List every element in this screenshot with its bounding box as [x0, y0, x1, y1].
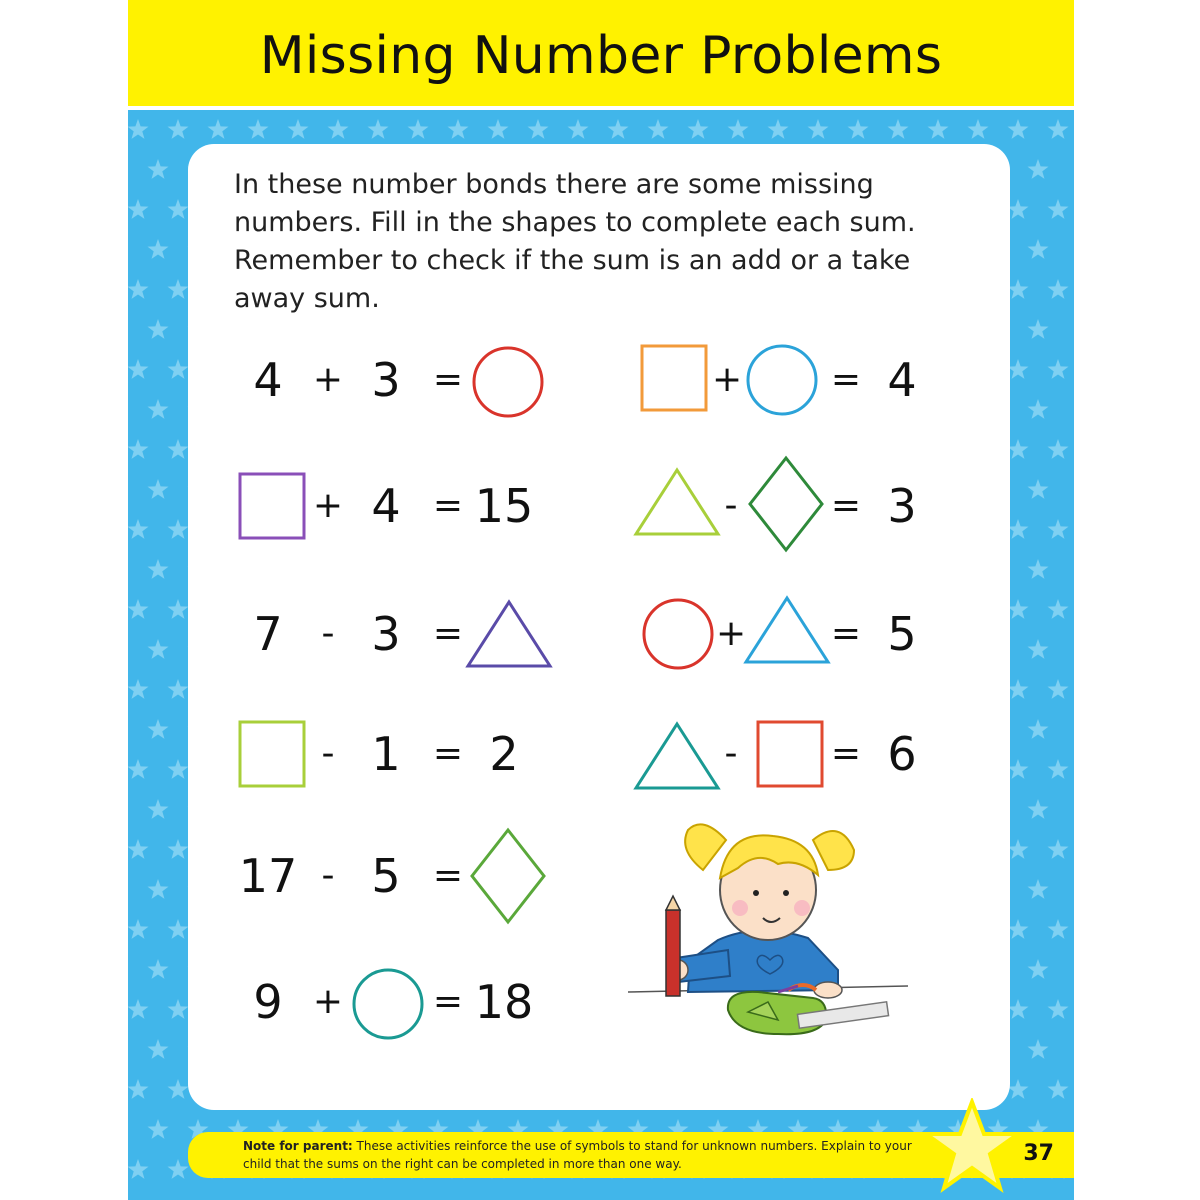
- background-star: [1048, 839, 1069, 859]
- background-star: [368, 119, 389, 139]
- background-star: [148, 1039, 169, 1059]
- answer-square-blank[interactable]: [238, 720, 306, 788]
- answer-circle-blank[interactable]: [350, 966, 426, 1042]
- answer-triangle-blank[interactable]: [632, 466, 722, 538]
- operand: 1: [371, 727, 401, 781]
- background-star: [148, 639, 169, 659]
- background-star: [888, 119, 909, 139]
- background-star: [1028, 879, 1049, 899]
- operand: 3: [371, 353, 401, 407]
- background-star: [148, 959, 169, 979]
- operand: 17: [238, 849, 298, 903]
- background-star: [1008, 1079, 1029, 1099]
- star-icon: [924, 1098, 1020, 1194]
- background-star: [148, 719, 169, 739]
- background-star: [448, 119, 469, 139]
- background-star: [408, 119, 429, 139]
- background-star: [148, 559, 169, 579]
- equals-sign: =: [830, 359, 862, 400]
- result: 5: [887, 607, 917, 661]
- equals-sign: =: [432, 733, 464, 774]
- background-star: [148, 159, 169, 179]
- operator: -: [321, 855, 335, 896]
- background-star: [1048, 359, 1069, 379]
- answer-triangle-blank[interactable]: [464, 598, 554, 670]
- background-star: [128, 999, 149, 1019]
- operator: +: [712, 359, 743, 400]
- background-star: [968, 119, 989, 139]
- equals-sign: =: [830, 613, 862, 654]
- background-star: [128, 279, 149, 299]
- answer-diamond-blank[interactable]: [746, 454, 826, 554]
- background-star: [128, 759, 149, 779]
- background-star: [148, 239, 169, 259]
- background-star: [148, 319, 169, 339]
- operator: +: [312, 981, 344, 1022]
- background-star: [1048, 999, 1069, 1019]
- background-star: [1048, 199, 1069, 219]
- operator: -: [724, 733, 738, 774]
- background-star: [168, 279, 189, 299]
- background-star: [148, 879, 169, 899]
- answer-square-blank[interactable]: [238, 472, 306, 540]
- operand: 3: [371, 607, 401, 661]
- operator: +: [716, 613, 747, 654]
- background-star: [1008, 919, 1029, 939]
- background-star: [1008, 519, 1029, 539]
- answer-circle-blank[interactable]: [744, 342, 820, 418]
- parent-note: [243, 1137, 943, 1173]
- operator: -: [321, 613, 335, 654]
- answer-triangle-blank[interactable]: [742, 594, 832, 666]
- background-star: [1048, 279, 1069, 299]
- background-star: [1028, 159, 1049, 179]
- background-star: [1008, 199, 1029, 219]
- background-star: [288, 119, 309, 139]
- answer-square-blank[interactable]: [640, 344, 708, 412]
- background-star: [1048, 759, 1069, 779]
- background-star: [168, 679, 189, 699]
- background-star: [1048, 679, 1069, 699]
- background-star: [128, 119, 149, 139]
- parent-note-label: Note for parent:: [243, 1139, 353, 1153]
- background-star: [1008, 999, 1029, 1019]
- background-star: [1008, 839, 1029, 859]
- background-star: [128, 519, 149, 539]
- background-star: [168, 359, 189, 379]
- background-star: [568, 119, 589, 139]
- answer-diamond-blank[interactable]: [468, 826, 548, 926]
- background-star: [1008, 679, 1029, 699]
- background-star: [768, 119, 789, 139]
- background-star: [148, 1119, 169, 1139]
- background-star: [148, 799, 169, 819]
- background-star: [1008, 119, 1029, 139]
- operand: 9: [253, 975, 283, 1029]
- equals-sign: =: [432, 359, 464, 400]
- instructions-text: In these number bonds there are some missing numbers. Fill in the shapes to complete each sum. Remember to check if the sum is an add or a take away sum.: [234, 169, 916, 314]
- equals-sign: =: [432, 855, 464, 896]
- background-star: [528, 119, 549, 139]
- background-star: [168, 519, 189, 539]
- background-star: [168, 999, 189, 1019]
- background-star: [168, 599, 189, 619]
- girl-with-pencil-illustration: [608, 690, 908, 1050]
- background-star: [808, 119, 829, 139]
- operand: 7: [253, 607, 283, 661]
- operand: 5: [371, 849, 401, 903]
- background-star: [1048, 439, 1069, 459]
- background-star: [1028, 479, 1049, 499]
- operand: 4: [253, 353, 283, 407]
- background-star: [1048, 919, 1069, 939]
- background-star: [128, 1159, 149, 1179]
- background-star: [168, 839, 189, 859]
- parent-note-text: These activities reinforce the use of symbols to stand for unknown numbers. Explain to your child that the sums on the right can be completed in more than one way.: [243, 1139, 912, 1171]
- background-star: [1048, 119, 1069, 139]
- background-star: [168, 919, 189, 939]
- background-star: [128, 839, 149, 859]
- equals-sign: =: [432, 613, 464, 654]
- background-star: [128, 679, 149, 699]
- background-star: [1008, 759, 1029, 779]
- background-star: [1008, 439, 1029, 459]
- background-star: [728, 119, 749, 139]
- background-star: [128, 359, 149, 379]
- operator: +: [312, 485, 344, 526]
- background-star: [168, 759, 189, 779]
- result: 3: [887, 479, 917, 533]
- equals-sign: =: [432, 485, 464, 526]
- background-star: [1028, 959, 1049, 979]
- background-star: [168, 119, 189, 139]
- background-star: [1028, 319, 1049, 339]
- background-star: [1048, 519, 1069, 539]
- background-star: [608, 119, 629, 139]
- background-star: [168, 1079, 189, 1099]
- background-star: [128, 199, 149, 219]
- workbook-page: [128, 0, 1074, 1200]
- background-star: [148, 399, 169, 419]
- background-star: [168, 439, 189, 459]
- background-star: [1028, 799, 1049, 819]
- operand: 4: [371, 479, 401, 533]
- background-star: [648, 119, 669, 139]
- page-title: Missing Number Problems: [259, 26, 943, 86]
- background-star: [1028, 639, 1049, 659]
- equals-sign: =: [432, 981, 464, 1022]
- result: 2: [489, 727, 519, 781]
- background-star: [488, 119, 509, 139]
- background-star: [148, 479, 169, 499]
- background-star: [128, 599, 149, 619]
- background-star: [1028, 239, 1049, 259]
- result: 18: [474, 975, 534, 1029]
- result: 4: [887, 353, 917, 407]
- operator: +: [312, 359, 344, 400]
- background-star: [1028, 719, 1049, 739]
- result: 15: [474, 479, 534, 533]
- operator: -: [321, 733, 335, 774]
- background-star: [1008, 279, 1029, 299]
- background-star: [248, 119, 269, 139]
- background-star: [1028, 559, 1049, 579]
- result: 6: [887, 727, 917, 781]
- equals-sign: =: [830, 485, 862, 526]
- answer-circle-blank[interactable]: [470, 344, 546, 420]
- background-star: [168, 199, 189, 219]
- background-star: [128, 1079, 149, 1099]
- background-star: [128, 439, 149, 459]
- answer-circle-blank[interactable]: [640, 596, 716, 672]
- background-star: [1008, 359, 1029, 379]
- background-star: [848, 119, 869, 139]
- background-star: [1048, 599, 1069, 619]
- background-star: [688, 119, 709, 139]
- operator: -: [724, 485, 738, 526]
- background-star: [128, 919, 149, 939]
- background-star: [1028, 399, 1049, 419]
- page-number: 37: [1023, 1141, 1054, 1166]
- background-star: [328, 119, 349, 139]
- background-star: [928, 119, 949, 139]
- background-star: [208, 119, 229, 139]
- background-star: [168, 1159, 189, 1179]
- background-star: [1028, 1039, 1049, 1059]
- title-banner: [128, 0, 1074, 110]
- equals-sign: =: [830, 733, 862, 774]
- background-star: [1008, 599, 1029, 619]
- background-star: [1048, 1079, 1069, 1099]
